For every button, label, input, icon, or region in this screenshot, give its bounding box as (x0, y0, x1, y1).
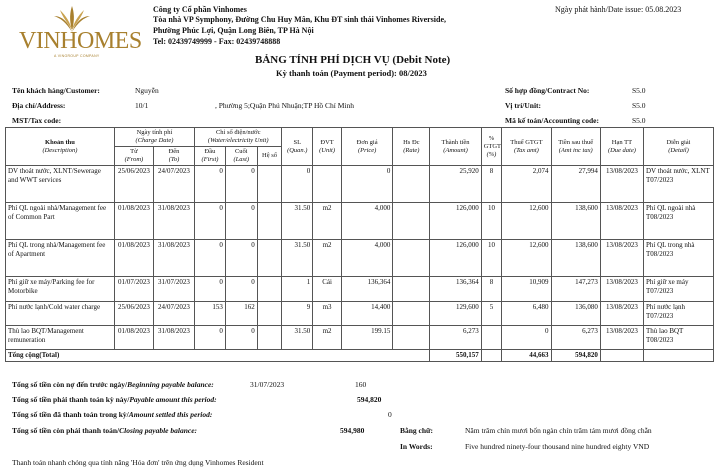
row-first: 0 (195, 203, 226, 240)
row-first: 0 (195, 326, 226, 350)
contract-value: S5.0 (632, 86, 646, 95)
row-detail: Phí QL trong nhà T08/2023 (644, 240, 714, 277)
payable-amount-label: Tổng số tiền phải thanh toán kỳ này/Payable amount this period: (12, 395, 217, 404)
row-coef (257, 240, 282, 277)
header-unit: ĐVT (Unit) (313, 128, 342, 166)
row-after-tax: 147,273 (551, 277, 600, 302)
header-last: Cuối (Last) (225, 147, 257, 166)
row-vat-amount: 10,909 (502, 277, 551, 302)
header-first: Đầu (First) (195, 147, 226, 166)
row-qty: 31.50 (282, 326, 313, 350)
row-from: 01/08/2023 (114, 203, 153, 240)
total-after-tax: 594,820 (551, 350, 600, 362)
header-detail: Diễn giải (Detail) (644, 128, 714, 166)
row-after-tax: 6,273 (551, 326, 600, 350)
beginning-balance-value: 160 (355, 380, 367, 389)
row-item: DV thoát nước, XLNT/Sewerage and WWT services (6, 166, 115, 203)
row-item: Phí nước lạnh/Cold water charge (6, 302, 115, 326)
row-amount: 136,364 (430, 277, 481, 302)
row-rate (393, 277, 430, 302)
row-first: 0 (195, 166, 226, 203)
header-vat-pct: % GTGT (%) (481, 128, 502, 166)
issue-date: Ngày phát hành/Date issue: 05.08.2023 (555, 5, 682, 14)
row-qty: 1 (282, 277, 313, 302)
row-to: 24/07/2023 (153, 302, 194, 326)
debit-note-table (5, 127, 714, 362)
payable-amount-value: 594,820 (357, 395, 382, 404)
row-to: 31/08/2023 (153, 203, 194, 240)
row-coef (257, 302, 282, 326)
table-row (6, 277, 714, 302)
header-price: Đơn giá (Price) (341, 128, 392, 166)
table-row (6, 240, 714, 277)
row-qty: 31.50 (282, 240, 313, 277)
row-price: 199.15 (341, 326, 392, 350)
row-after-tax: 136,080 (551, 302, 600, 326)
row-unit: Cái (313, 277, 342, 302)
row-first: 0 (195, 240, 226, 277)
total-amount: 550,157 (430, 350, 481, 362)
row-item: Phí giữ xe máy/Parking fee for Motorbike (6, 277, 115, 302)
row-to: 31/07/2023 (153, 277, 194, 302)
row-amount: 129,600 (430, 302, 481, 326)
header-amount: Thành tiền (Amount) (430, 128, 481, 166)
row-amount: 6,273 (430, 326, 481, 350)
row-amount: 126,000 (430, 240, 481, 277)
total-label: Tổng cộng(Total) (6, 350, 430, 362)
total-vat: 44,663 (502, 350, 551, 362)
row-unit (313, 166, 342, 203)
row-vat-pct: 10 (481, 203, 502, 240)
row-from: 25/06/2023 (114, 302, 153, 326)
row-rate (393, 166, 430, 203)
table-header-row (6, 128, 714, 147)
header-item: Khoản thu (Description) (6, 128, 115, 166)
header-to: Đến (To) (153, 147, 194, 166)
brand-logo: VINHOMES (19, 28, 142, 54)
row-amount: 126,000 (430, 203, 481, 240)
header-meter: Chỉ số điện/nước (Water/electricity Unit) (195, 128, 282, 147)
header-due-date: Hạn TT (Due date) (600, 128, 643, 166)
row-after-tax: 138,600 (551, 203, 600, 240)
row-from: 01/08/2023 (114, 326, 153, 350)
header-charge-date: Ngày tính phí (Charge Date) (114, 128, 194, 147)
company-phone: Tel: 02439749999 - Fax: 02439748888 (153, 37, 281, 46)
row-unit: m3 (313, 302, 342, 326)
row-unit: m2 (313, 203, 342, 240)
row-price: 136,364 (341, 277, 392, 302)
row-to: 24/07/2023 (153, 166, 194, 203)
row-vat-pct: 10 (481, 240, 502, 277)
row-detail: Phí QL ngoài nhà T08/2023 (644, 203, 714, 240)
header-qty: SL (Quan.) (282, 128, 313, 166)
row-coef (257, 326, 282, 350)
closing-balance-label: Tổng số tiền còn phải thanh toán/Closing payable balance: (12, 426, 198, 435)
row-due-date: 13/08/2023 (600, 166, 643, 203)
row-vat-pct: 8 (481, 277, 502, 302)
row-from: 01/08/2023 (114, 240, 153, 277)
row-last: 0 (225, 203, 257, 240)
row-detail: Thù lao BQT T08/2023 (644, 326, 714, 350)
row-rate (393, 302, 430, 326)
row-price: 4,000 (341, 240, 392, 277)
table-row (6, 326, 714, 350)
document-title: BẢNG TÍNH PHÍ DỊCH VỤ (Debit Note) (255, 54, 451, 66)
contract-label: Số hợp đồng/Contract No: (505, 86, 590, 95)
table-row (6, 166, 714, 203)
row-vat-pct: 8 (481, 166, 502, 203)
row-vat-pct: 5 (481, 302, 502, 326)
table-row (6, 302, 714, 326)
row-item: Phí QL ngoài nhà/Management fee of Common Part (6, 203, 115, 240)
row-to: 31/08/2023 (153, 240, 194, 277)
company-address-1: Tòa nhà VP Symphony, Đường Chu Huy Mân, Khu ĐT sinh thái Vinhomes Riverside, (153, 15, 447, 24)
table-total-row (6, 350, 714, 362)
row-item: Phí QL trong nhà/Management fee of Apartment (6, 240, 115, 277)
header-from: Từ (From) (114, 147, 153, 166)
row-amount: 25,920 (430, 166, 481, 203)
row-from: 01/07/2023 (114, 277, 153, 302)
row-due-date: 13/08/2023 (600, 277, 643, 302)
payment-period: Kỳ thanh toán (Payment period): 08/2023 (276, 68, 427, 78)
in-words-en: Five hundred ninety-four thousand nine hundred eighty VND (465, 442, 650, 451)
footer-note: Thanh toán nhanh chóng qua tính năng 'Hóa đơn' trên ứng dụng Vinhomes Resident (12, 458, 264, 467)
header-coef: Hệ số (257, 147, 282, 166)
row-vat-amount: 2,074 (502, 166, 551, 203)
row-after-tax: 27,994 (551, 166, 600, 203)
company-name: Công ty Cổ phần Vinhomes (153, 5, 247, 14)
row-rate (393, 203, 430, 240)
brand-tagline: A VINGROUP COMPANY (54, 54, 100, 58)
accounting-code-label: Mã kế toán/Accounting code: (505, 116, 599, 125)
row-vat-pct (481, 326, 502, 350)
row-detail: Phí giữ xe máy T07/2023 (644, 277, 714, 302)
row-after-tax: 138,600 (551, 240, 600, 277)
row-last: 0 (225, 166, 257, 203)
row-due-date: 13/08/2023 (600, 302, 643, 326)
customer-address-label: Địa chỉ/Address: (12, 101, 66, 110)
in-words-en-label: In Words: (400, 442, 433, 451)
row-first: 0 (195, 277, 226, 302)
row-detail: Phí nước lạnh T07/2023 (644, 302, 714, 326)
row-vat-amount: 6,480 (502, 302, 551, 326)
row-coef (257, 203, 282, 240)
row-detail: DV thoát nước, XLNT T07/2023 (644, 166, 714, 203)
beginning-balance-label: Tổng số tiền còn nợ đến trước ngày/Beginning payable balance: (12, 380, 214, 389)
row-to: 31/08/2023 (153, 326, 194, 350)
unit-value: S5.0 (632, 101, 646, 110)
row-rate (393, 240, 430, 277)
company-address-2: Phường Phúc Lợi, Quận Long Biên, TP Hà Nội (153, 26, 314, 35)
row-vat-amount: 0 (502, 326, 551, 350)
header-vat-amount: Thuế GTGT (Tax amt) (502, 128, 551, 166)
customer-name: Nguyễn (135, 86, 159, 95)
header-after-tax: Tiền sau thuế (Amt inc tax) (551, 128, 600, 166)
tax-code-label: MST/Tax code: (12, 116, 62, 125)
row-coef (257, 277, 282, 302)
row-first: 153 (195, 302, 226, 326)
row-qty: 9 (282, 302, 313, 326)
row-price: 0 (341, 166, 392, 203)
row-due-date: 13/08/2023 (600, 326, 643, 350)
row-last: 0 (225, 326, 257, 350)
closing-balance-value: 594,980 (340, 426, 365, 435)
row-due-date: 13/08/2023 (600, 203, 643, 240)
unit-label: Vị trí/Unit: (505, 101, 542, 110)
customer-address-number: 10/1 (135, 101, 149, 110)
row-rate (393, 326, 430, 350)
row-last: 0 (225, 277, 257, 302)
header-rate: Hs Đc (Rate) (393, 128, 430, 166)
row-last: 162 (225, 302, 257, 326)
table-row (6, 203, 714, 240)
row-from: 25/06/2023 (114, 166, 153, 203)
beginning-balance-date: 31/07/2023 (250, 380, 285, 389)
in-words-vi-label: Bằng chữ: (400, 426, 434, 435)
accounting-code-value: S5.0 (632, 116, 646, 125)
row-unit: m2 (313, 326, 342, 350)
row-item: Thù lao BQT/Management remuneration (6, 326, 115, 350)
row-price: 4,000 (341, 203, 392, 240)
row-price: 14,400 (341, 302, 392, 326)
row-qty: 0 (282, 166, 313, 203)
row-unit: m2 (313, 240, 342, 277)
in-words-vi: Năm trăm chín mươi bốn ngàn chín trăm tám mươi đồng chẵn (465, 426, 652, 435)
settled-amount-value: 0 (388, 410, 392, 419)
settled-amount-label: Tổng số tiền đã thanh toán trong kỳ/Amount settled this period: (12, 410, 213, 419)
row-qty: 31.50 (282, 203, 313, 240)
row-coef (257, 166, 282, 203)
customer-name-label: Tên khách hàng/Customer: (12, 86, 100, 95)
customer-address: , Phường 5;Quận Phú Nhuận;TP Hồ Chí Minh (215, 101, 355, 110)
row-vat-amount: 12,600 (502, 203, 551, 240)
row-last: 0 (225, 240, 257, 277)
row-due-date: 13/08/2023 (600, 240, 643, 277)
row-vat-amount: 12,600 (502, 240, 551, 277)
